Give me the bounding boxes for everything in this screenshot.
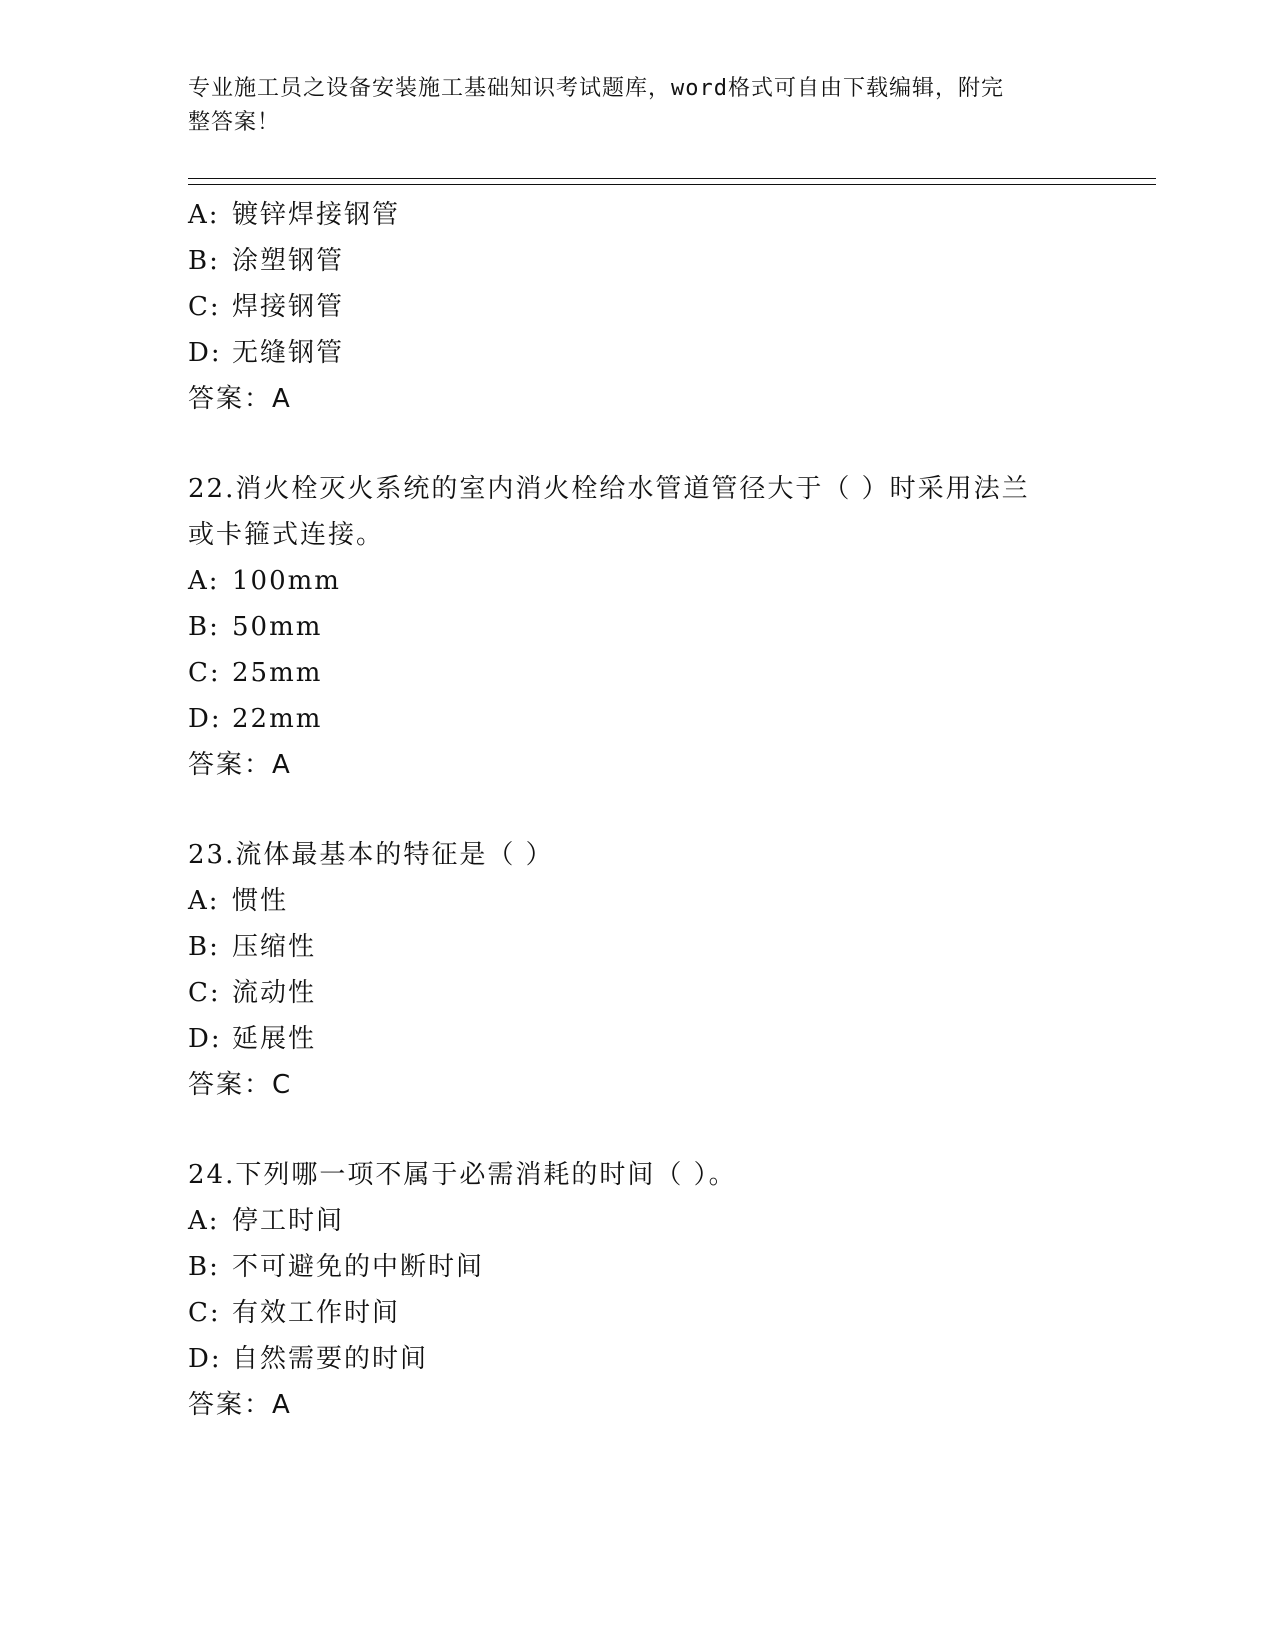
header-divider-bottom — [188, 184, 1156, 185]
answer-label: 答案：A — [188, 1390, 292, 1420]
header-line-2: 整答案！ — [188, 110, 281, 135]
answer-label: 答案：C — [188, 1070, 293, 1100]
option-d: D: 无缝钢管 — [188, 338, 345, 368]
option-a: A: 惯性 — [188, 886, 289, 916]
question-stem-line-1: 22.消火栓灭火系统的室内消火栓给水管道管径大于（ ）时采用法兰 — [188, 474, 1030, 504]
option-d: D: 延展性 — [188, 1024, 317, 1054]
question-stem-line-1: 23.流体最基本的特征是（ ） — [188, 840, 554, 870]
header-divider-top — [188, 178, 1156, 179]
option-b: B: 不可避免的中断时间 — [188, 1252, 485, 1282]
document-header — [188, 72, 1068, 140]
option-c: C: 流动性 — [188, 978, 317, 1008]
answer-label: 答案：A — [188, 384, 292, 414]
option-d: D: 22mm — [188, 704, 323, 734]
question-21-continued — [188, 192, 1088, 422]
question-22 — [188, 466, 1088, 788]
option-c: C: 有效工作时间 — [188, 1298, 401, 1328]
option-b: B: 压缩性 — [188, 932, 317, 962]
header-line-1: 专业施工员之设备安装施工基础知识考试题库，word格式可自由下载编辑，附完 — [188, 76, 1004, 101]
option-b: B: 涂塑钢管 — [188, 246, 345, 276]
option-a: A: 镀锌焊接钢管 — [188, 200, 401, 230]
question-23 — [188, 832, 1088, 1108]
question-list — [188, 192, 1088, 1428]
question-stem-line-2: 或卡箍式连接。 — [188, 520, 385, 550]
option-c: C: 焊接钢管 — [188, 292, 345, 322]
option-c: C: 25mm — [188, 658, 323, 688]
option-b: B: 50mm — [188, 612, 323, 642]
answer-label: 答案：A — [188, 750, 292, 780]
question-24 — [188, 1152, 1088, 1428]
option-a: A: 停工时间 — [188, 1206, 345, 1236]
option-d: D: 自然需要的时间 — [188, 1344, 429, 1374]
question-stem-line-1: 24.下列哪一项不属于必需消耗的时间（ ）。 — [188, 1160, 737, 1190]
option-a: A: 100mm — [188, 566, 341, 596]
